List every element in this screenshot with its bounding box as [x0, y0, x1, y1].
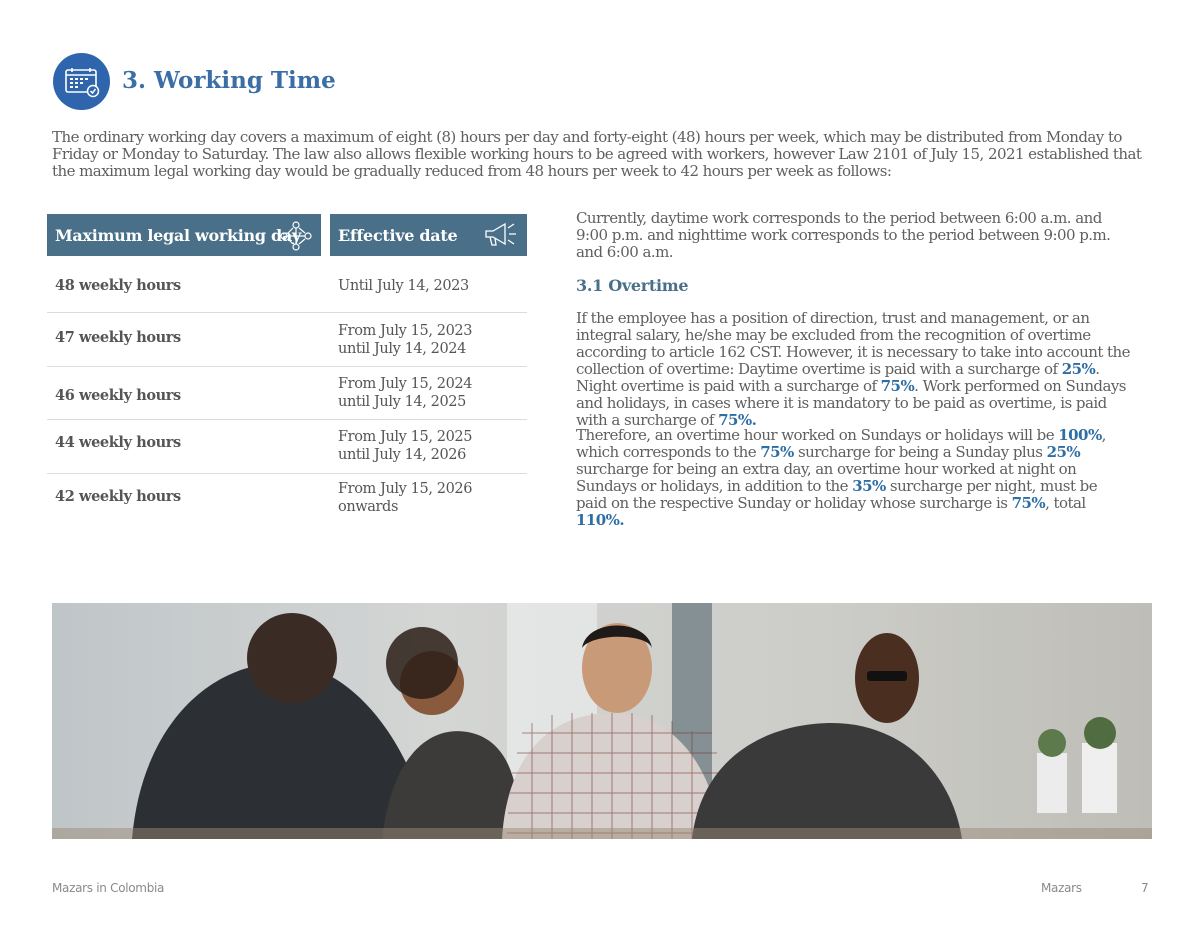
row-hours: 47 weekly hours [55, 329, 181, 346]
text-run: , total [1045, 494, 1086, 512]
highlight-value: 75% [760, 443, 794, 461]
row-date-line1: Until July 14, 2023 [338, 278, 469, 294]
text-run: . Work performed on Sundays and holidays, in cases where it is mandatory to be paid as overtime, is paid with a surcharge of [576, 377, 1126, 429]
page-title: 3. Working Time [122, 67, 336, 94]
people-network-icon [279, 220, 313, 256]
megaphone-icon [483, 220, 519, 254]
table-row [47, 313, 527, 367]
highlight-value: 35% [852, 477, 886, 495]
highlight-value: 100% [1058, 426, 1102, 444]
row-date [338, 480, 523, 516]
row-date [338, 322, 523, 358]
table-row [47, 474, 527, 524]
overtime-subheading: 3.1 Overtime [576, 276, 689, 295]
row-date-line2: until July 14, 2026 [338, 447, 466, 463]
row-date-line1: From July 15, 2024 [338, 376, 473, 392]
calendar-check-icon [53, 53, 110, 110]
table-header-effective-date [330, 214, 527, 256]
row-date-line2: onwards [338, 499, 398, 515]
sunday-overtime-paragraph [576, 427, 1131, 529]
text-run: If the employee has a position of direction, trust and management, or an integral salary, he/she may be excluded from the recognition of overtime according to article 162 CST. However, it is necessary to take into account the collection of overtime: Daytime overtime is paid with a surcharge of [576, 309, 1130, 378]
text-run: surcharge per night, must be paid on the respective Sunday or holiday whose surcharge is [576, 477, 1098, 512]
work-period-paragraph: Currently, daytime work corresponds to the period between 6:00 a.m. and 9:00 p.m. and nighttime work corresponds to the period between 9:00 p.m. and 6:00 a.m. [576, 209, 1111, 261]
table-header-working-day [47, 214, 321, 256]
intro-paragraph: The ordinary working day covers a maximum of eight (8) hours per day and forty-eight (48) hours per week, which may be distributed from Monday to Friday or Monday to Saturday. The law also allows flexible working hours to be agreed with workers, however Law 2101 of July 15, 2021 established that the maximum legal working day would be gradually reduced from 48 hours per week to 42 hours per week as follows: [52, 128, 1142, 180]
table-header-label: Maximum legal working day [55, 225, 302, 245]
page-number: 7 [1141, 881, 1149, 895]
row-date [338, 277, 523, 295]
highlight-value: 75% [880, 377, 915, 395]
highlight-value: 75%. [718, 411, 757, 429]
text-run: Therefore, an overtime hour worked on Sundays or holidays will be [576, 426, 1059, 444]
text-run: . Night overtime is paid with a surcharge of [576, 360, 1100, 395]
footer-left: Mazars in Colombia [52, 881, 165, 895]
text-run: , which corresponds to the [576, 426, 1106, 461]
table-row [47, 256, 527, 313]
row-date-line1: From July 15, 2025 [338, 429, 473, 445]
row-date-line1: From July 15, 2026 [338, 481, 473, 497]
overtime-paragraph [576, 310, 1131, 429]
row-date-line1: From July 15, 2023 [338, 323, 473, 339]
row-date [338, 375, 523, 411]
row-hours: 42 weekly hours [55, 488, 181, 505]
table-row [47, 367, 527, 420]
text-run: surcharge for being a Sunday plus [793, 443, 1047, 461]
table-header-label: Effective date [338, 225, 458, 245]
row-date-line2: until July 14, 2024 [338, 341, 466, 357]
row-hours: 46 weekly hours [55, 387, 181, 404]
row-hours: 48 weekly hours [55, 277, 181, 294]
highlight-value: 110%. [576, 511, 625, 529]
row-date [338, 428, 523, 464]
row-date-line2: until July 14, 2025 [338, 394, 466, 410]
footer-brand: Mazars [1041, 881, 1082, 895]
row-hours: 44 weekly hours [55, 434, 181, 451]
highlight-value: 75% [1011, 494, 1046, 512]
text-run: surcharge for being an extra day, an overtime hour worked at night on Sundays or holidays, in addition to the [576, 460, 1077, 495]
office-meeting-photo [52, 603, 1152, 839]
table-row [47, 420, 527, 474]
highlight-value: 25% [1046, 443, 1081, 461]
highlight-value: 25% [1061, 360, 1096, 378]
